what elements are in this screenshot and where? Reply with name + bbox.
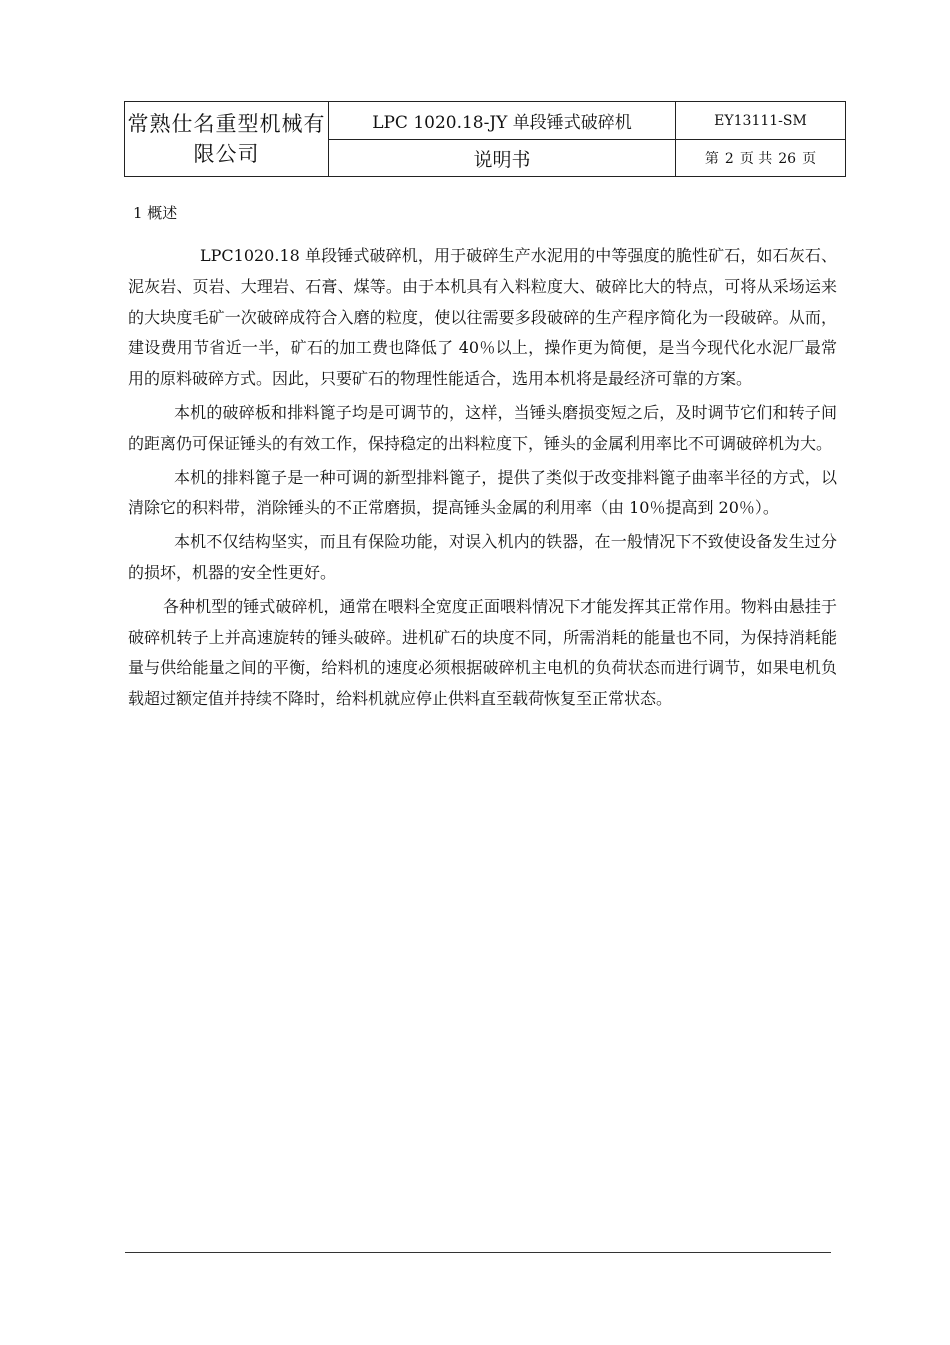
paragraph-overview: LPC1020.18 单段锤式破碎机，用于破碎生产水泥用的中等强度的脆性矿石，如石灰石、泥灰岩、页岩、大理岩、石膏、煤等。由于本机具有入料粒度大、破碎比大的特点，可将从采场运来的大块度毛矿一次破碎成符合入磨的粒度，使以往需要多段破碎的生产程序简化为一段破碎。从而，建设费用节省近一半，矿石的加工费也降低了 40％以上，操作更为简便，是当今现代化水泥厂最常用的原料破碎方式。因此，只要矿石的物理性能适合，选用本机将是最经济可靠的方案。 xyxy=(128,246,837,389)
page-indicator xyxy=(676,140,846,177)
document-code: EY13111-SM xyxy=(676,102,846,140)
paragraph-discharge-grate: 本机的排料篦子是一种可调的新型排料篦子，提供了类似于改变排料篦子曲率半径的方式，以清除它的积料带，消除锤头的不正常磨损，提高锤头金属的利用率（由 10％提高到 20％）。 xyxy=(128,467,837,518)
company-name: 常熟仕名重型机械有限公司 xyxy=(125,102,329,177)
footer-divider xyxy=(125,1252,831,1253)
page-total: 26 xyxy=(778,151,797,167)
page-prefix: 第 xyxy=(704,151,719,167)
document-header-table xyxy=(124,101,846,177)
page-suffix: 页 xyxy=(802,151,817,167)
page-current: 2 xyxy=(724,151,734,167)
document-body xyxy=(128,241,837,718)
paragraph-safety: 本机不仅结构坚实，而且有保险功能，对误入机内的铁器，在一般情况下不致使设备发生过分的损坏，机器的安全性更好。 xyxy=(128,532,837,582)
paragraph-adjustable: 本机的破碎板和排料篦子均是可调节的，这样，当锤头磨损变短之后，及时调节它们和转子间的距离仍可保证锤头的有效工作，保持稳定的出料粒度下，锤头的金属利用率比不可调破碎机为大。 xyxy=(128,402,837,453)
document-subtitle: 说明书 xyxy=(329,140,676,177)
section-heading: 1 概述 xyxy=(133,204,178,222)
paragraph-feeding: 各种机型的锤式破碎机，通常在喂料全宽度正面喂料情况下才能发挥其正常作用。物料由悬挂于破碎机转子上并高速旋转的锤头破碎。进机矿石的块度不同，所需消耗的能量也不同，为保持消耗能量与供给能量之间的平衡，给料机的速度必须根据破碎机主电机的负荷状态而进行调节，如果电机负载超过额定值并持续不降时，给料机就应停止供料直至载荷恢复至正常状态。 xyxy=(128,596,837,709)
document-title: LPC 1020.18-JY 单段锤式破碎机 xyxy=(329,102,676,140)
page-mid: 页 共 xyxy=(739,151,773,167)
